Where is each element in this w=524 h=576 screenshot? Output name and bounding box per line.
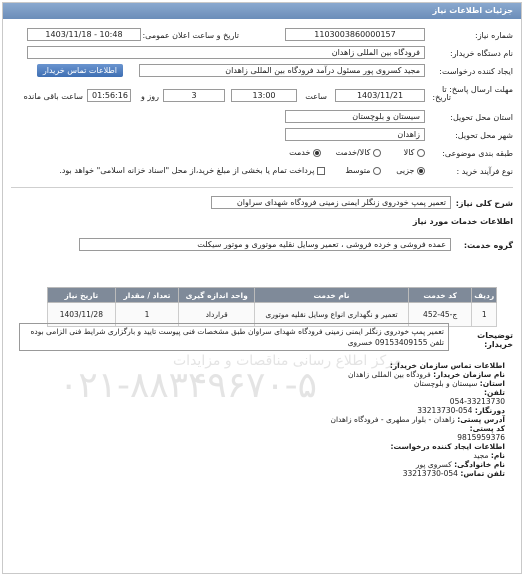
- contact-phone: 054-33213730: [449, 397, 505, 406]
- delivery-province-field: سیستان و بلوچستان: [285, 110, 425, 123]
- contact-address: زاهدان - بلوار مطهری - فرودگاه زاهدان: [330, 415, 455, 424]
- announce-datetime-field: 1403/11/18 - 10:48: [27, 28, 141, 41]
- deadline-date-label: تاریخ:: [432, 93, 451, 102]
- panel-title: جزئیات اطلاعات نیاز: [432, 6, 513, 15]
- cell-quantity: 1: [115, 303, 179, 327]
- contact-postal-label: کد پستی:: [469, 424, 505, 433]
- category-option-service[interactable]: خدمت: [289, 148, 321, 157]
- category-option-goods[interactable]: کالا: [404, 148, 425, 157]
- need-details-panel: [2, 2, 522, 574]
- contact-fax: 054-33213730: [417, 406, 473, 415]
- services-table: [47, 287, 497, 327]
- col-unit: واحد اندازه گیری: [179, 288, 255, 303]
- creator-title: اطلاعات ایجاد کننده درخواست:: [390, 442, 505, 451]
- remaining-days-field: 3: [163, 89, 225, 102]
- creator-family: کسروی پور: [415, 460, 452, 469]
- requester-label: ایجاد کننده درخواست:: [439, 67, 513, 76]
- process-option-minor[interactable]: جزیی: [396, 166, 425, 175]
- contact-org: فرودگاه بین المللی زاهدان: [347, 370, 431, 379]
- category-label: طبقه بندی موضوعی:: [442, 149, 513, 158]
- creator-phone: 054-33213730: [402, 469, 458, 478]
- summary-label: شرح کلی نیاز:: [455, 199, 513, 208]
- contact-province-label: استان:: [479, 379, 505, 388]
- contact-postal: 9815959376: [457, 433, 505, 442]
- checkbox-icon[interactable]: [317, 167, 325, 175]
- treasury-payment-option[interactable]: پرداخت تمام یا بخشی از مبلغ خرید،از محل "اسناد خزانه اسلامی" خواهد بود.: [59, 166, 325, 175]
- cell-row: 1: [472, 303, 497, 327]
- creator-name: مجید: [473, 451, 489, 460]
- contact-phone-label: تلفن:: [483, 388, 505, 397]
- divider: [11, 187, 513, 188]
- radio-goods-icon[interactable]: [417, 149, 425, 157]
- delivery-province-label: استان محل تحویل:: [450, 113, 513, 122]
- delivery-city-label: شهر محل تحویل:: [455, 131, 513, 140]
- contact-fax-label: دورنگار:: [474, 406, 505, 415]
- need-number-label: شماره نیاز:: [475, 31, 513, 40]
- services-section-title: اطلاعات خدمات مورد نیاز: [412, 217, 513, 226]
- service-group-label: گروه خدمت:: [463, 241, 513, 250]
- buyer-org-label: نام دستگاه خریدار:: [450, 49, 513, 58]
- buyer-contact-section: [125, 361, 505, 478]
- buyer-org-field: فرودگاه بین المللی زاهدان: [27, 46, 425, 59]
- cell-need-date: 1403/11/28: [48, 303, 116, 327]
- buyer-contact-button[interactable]: اطلاعات تماس خریدار: [37, 64, 123, 77]
- summary-field: تعمیر پمپ خودروی زنگلر ایمنی زمینی فرودگاه شهدای سراوان: [211, 196, 451, 209]
- requester-field: مجید کسروی پور مسئول درآمد فرودگاه بین المللی زاهدان: [139, 64, 425, 77]
- remaining-time-field: 01:56:16: [87, 89, 131, 102]
- contact-address-label: آدرس پستی:: [457, 415, 505, 424]
- watermark-text: مرکز اطلاع رسانی مناقصات و مزایدات: [173, 353, 402, 369]
- contact-province: سیستان و بلوچستان: [413, 379, 478, 388]
- radio-minor-icon[interactable]: [417, 167, 425, 175]
- cell-service-name: تعمیر و نگهداری انواع وسایل نقلیه موتوری: [255, 303, 409, 327]
- col-row: ردیف: [472, 288, 497, 303]
- service-group-field: عمده فروشی و خرده فروشی ، تعمیر وسایل نقلیه موتوری و موتور سیکلت: [79, 238, 451, 251]
- remaining-time-label: ساعت باقی مانده: [23, 92, 83, 101]
- deadline-label: مهلت ارسال پاسخ: تا: [441, 85, 513, 94]
- contact-org-label: نام سازمان خریدار:: [433, 370, 505, 379]
- deadline-date-field: 1403/11/21: [335, 89, 425, 102]
- radio-medium-icon[interactable]: [373, 167, 381, 175]
- table-header-row: [48, 288, 497, 303]
- purchase-process-label: نوع فرآیند خرید :: [456, 167, 513, 176]
- buyer-notes-field: تعمیر پمپ خودروی زنگلر ایمنی زمینی فرودگاه شهدای سراوان طبق مشخصات فنی پیوست تایید و بارگزاری شرایط فنی الزامی بوده تلفن 09153409155 خسروی: [19, 323, 449, 351]
- category-option-goods-service[interactable]: کالا/خدمت: [336, 148, 381, 157]
- buyer-notes-label: توضیحات خریدار:: [477, 331, 513, 349]
- col-service-name: نام خدمت: [255, 288, 409, 303]
- need-number-field: 1103003860000157: [285, 28, 425, 41]
- cell-service-code: ج-45-452: [408, 303, 472, 327]
- deadline-time-field: 13:00: [231, 89, 297, 102]
- radio-service-icon[interactable]: [313, 149, 321, 157]
- process-option-medium[interactable]: متوسط: [345, 166, 381, 175]
- creator-phone-label: تلفن تماس:: [460, 469, 505, 478]
- creator-family-label: نام خانوادگی:: [454, 460, 505, 469]
- delivery-city-field: زاهدان: [285, 128, 425, 141]
- radio-goods-service-icon[interactable]: [373, 149, 381, 157]
- announce-datetime-label: تاریخ و ساعت اعلان عمومی:: [142, 31, 239, 40]
- col-service-code: کد خدمت: [408, 288, 472, 303]
- cell-unit: قرارداد: [179, 303, 255, 327]
- deadline-time-label: ساعت: [305, 92, 327, 101]
- col-quantity: تعداد / مقدار: [115, 288, 179, 303]
- days-label: روز و: [141, 92, 159, 101]
- creator-name-label: نام:: [490, 451, 505, 460]
- contact-title: اطلاعات تماس سازمان خریدار:: [389, 361, 505, 370]
- watermark-phone: ۰۲۱-۸۸۳۴۹۶۷۰-۵: [59, 365, 318, 406]
- col-need-date: تاریخ نیاز: [48, 288, 116, 303]
- panel-header: [3, 3, 521, 19]
